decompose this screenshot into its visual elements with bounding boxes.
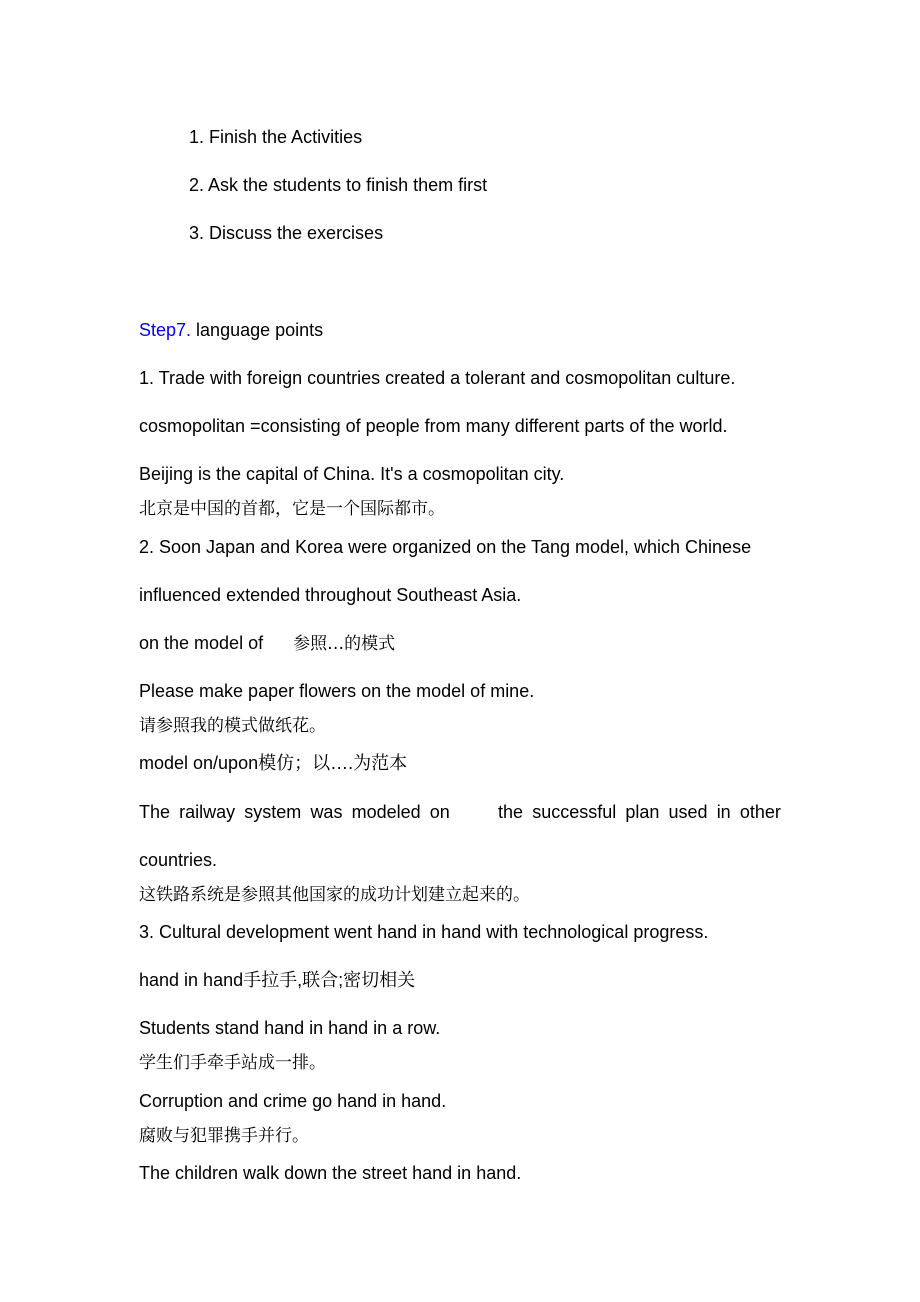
point-3-example1-en: Students stand hand in hand in a row. [139, 1018, 441, 1038]
step-heading [139, 319, 323, 341]
point-1-sentence: 1. Trade with foreign countries created a tolerant and cosmopolitan culture. [139, 368, 736, 388]
step-label: Step7. [139, 320, 192, 340]
point-3-example3-en: The children walk down the street hand in hand. [139, 1163, 522, 1183]
word: The [139, 802, 171, 822]
word: system [244, 802, 302, 822]
point-2-example1-cn: 请参照我的模式做纸花。 [139, 716, 326, 736]
word: plan [625, 802, 660, 822]
spacer [459, 801, 489, 823]
point-3-sentence: 3. Cultural development went hand in hand with technological progress. [139, 922, 709, 942]
step-title: language points [191, 320, 324, 340]
point-2-sentence-line2: influenced extended throughout Southeast Asia. [139, 585, 522, 605]
point-3-example2-en: Corruption and crime go hand in hand. [139, 1091, 447, 1111]
point-2-phrase [139, 632, 395, 655]
activity-item-1: 1. Finish the Activities [189, 127, 363, 147]
point-1-example-en: Beijing is the capital of China. It's a cosmopolitan city. [139, 464, 565, 484]
point-1-definition: cosmopolitan =consisting of people from many different parts of the world. [139, 416, 728, 436]
point-2-example2-cn: 这铁路系统是参照其他国家的成功计划建立起来的。 [139, 885, 530, 905]
activity-item-2: 2. Ask the students to finish them first [189, 175, 488, 195]
word: successful [532, 802, 617, 822]
point-1-example-cn: 北京是中国的首都，它是一个国际都市。 [139, 499, 445, 519]
point-2-example1-en: Please make paper flowers on the model of mine. [139, 681, 535, 701]
word: railway [179, 802, 236, 822]
point-3-example1-cn: 学生们手牵手站成一排。 [139, 1053, 326, 1073]
word: on [429, 802, 450, 822]
point-2-example2-line2: countries. [139, 850, 218, 870]
word: was [310, 802, 343, 822]
point-3-example2-cn: 腐败与犯罪携手并行。 [139, 1126, 309, 1146]
word: in [716, 802, 731, 822]
phrase-en: on the model of [139, 633, 264, 653]
phrase-cn: 参照…的模式 [293, 634, 396, 654]
word: modeled [351, 802, 421, 822]
word: other [739, 802, 781, 822]
point-2-example2-line1 [139, 801, 781, 823]
word: the [498, 802, 524, 822]
point-3-phrase: hand in hand手拉手,联合;密切相关 [139, 970, 416, 990]
point-2-sentence-line1: 2. Soon Japan and Korea were organized on the Tang model, which Chinese [139, 537, 752, 557]
word: used [668, 802, 708, 822]
activity-item-3: 3. Discuss the exercises [189, 223, 384, 243]
point-2-phrase2: model on/upon模仿；以….为范本 [139, 753, 408, 773]
